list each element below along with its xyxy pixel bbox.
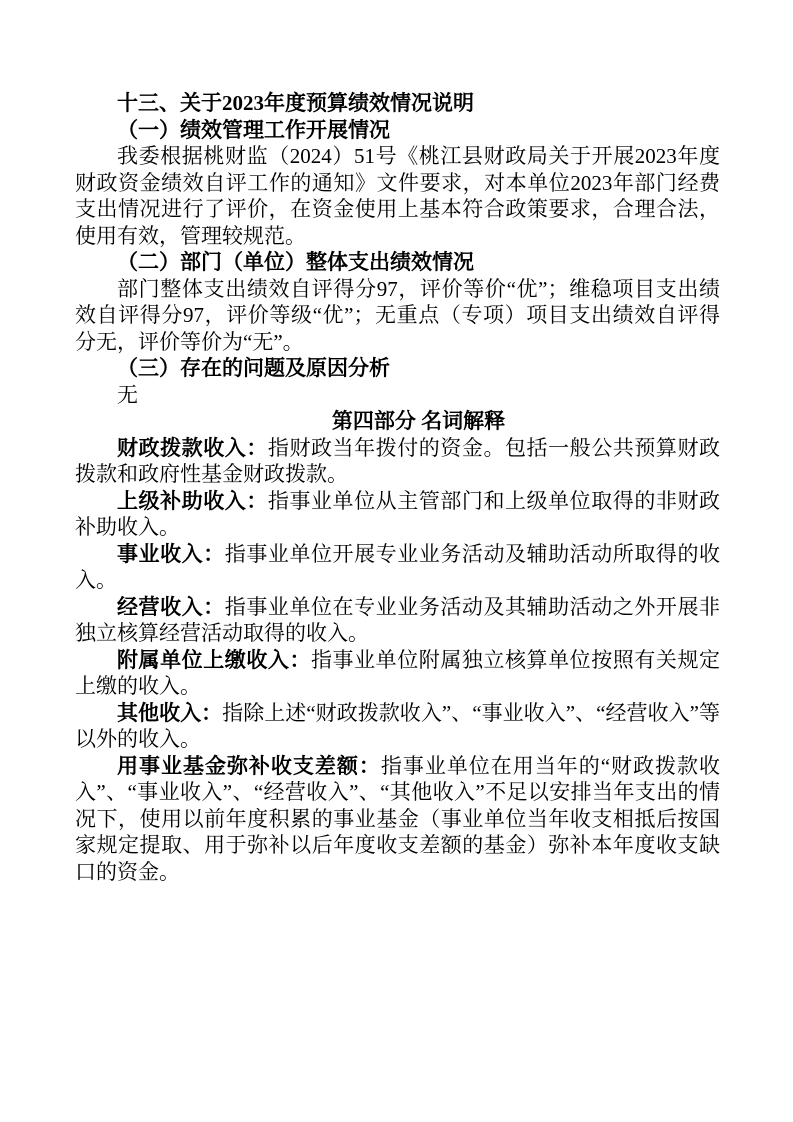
term-label: 附属单位上缴收入： [117,647,311,672]
section13-heading: 十三、关于2023年度预算绩效情况说明 [117,91,474,115]
term-definition: 指事业单位从主管部门和上级单位取得的非财政补助收入。 [75,488,720,539]
term-definition: 指事业单位在专业业务活动及其辅助活动之外开展非独立核算经营活动取得的收入。 [75,594,721,645]
part4-heading: 第四部分 名词解释 [331,409,506,433]
term-definition: 指除上述“财政拨款收入”、“事业收入”、“经营收入”等以外的收入。 [75,700,720,751]
term-paragraph-qita-shouru [75,700,720,753]
term-definition: 指事业单位开展专业业务活动及辅助活动所取得的收入。 [75,541,721,592]
section13-sub3-heading: （三）存在的问题及原因分析 [117,356,390,380]
section13-sub2-heading: （二）部门（单位）整体支出绩效情况 [117,250,474,274]
term-definition: 指事业单位在用当年的“财政拨款收入”、“事业收入”、“经营收入”、“其他收入”不足以安排当年支出的情况下，使用以前年度积累的事业基金（事业单位当年收支相抵后按国家规定提取、用于弥补以后年度收支差额的基金）弥补本年度收支缺口的资金。 [75,753,720,884]
term-paragraph-shiye-jijin [75,753,720,886]
term-label: 其他收入： [117,700,223,725]
term-label: 用事业基金弥补收支差额： [117,753,381,778]
term-paragraph-jingying-shouru [75,594,720,647]
term-definition: 指财政当年拨付的资金。包括一般公共预算财政拨款和政府性基金财政拨款。 [75,435,720,486]
term-paragraph-shiye-shouru [75,541,720,594]
section13-sub3-paragraph: 无 [117,382,138,407]
term-paragraph-caizheng-bokuan [75,435,720,488]
term-label: 财政拨款收入： [117,435,268,460]
section13-sub1-paragraph: 我委根据桃财监（2024）51号《桃江县财政局关于开展2023年度财政资金绩效自评工作的通知》文件要求，对本单位2023年部门经费支出情况进行了评价，在资金使用上基本符合政策要求，合理合法，使用有效，管理较规范。 [75,144,720,248]
term-definition: 指事业单位附属独立核算单位按照有关规定上缴的收入。 [75,647,720,698]
term-paragraph-shangji-buzhu [75,488,720,541]
term-label: 事业收入： [117,541,225,566]
term-label: 经营收入： [117,594,225,619]
section13-sub1-heading: （一）绩效管理工作开展情况 [117,117,390,142]
term-paragraph-fushu-danwei [75,647,720,700]
term-label: 上级补助收入： [117,488,268,513]
section13-sub2-paragraph: 部门整体支出绩效自评得分97，评价等价“优”；维稳项目支出绩效自评得分97，评价等级“优”；无重点（专项）项目支出绩效自评得分无，评价等价为“无”。 [75,276,720,354]
